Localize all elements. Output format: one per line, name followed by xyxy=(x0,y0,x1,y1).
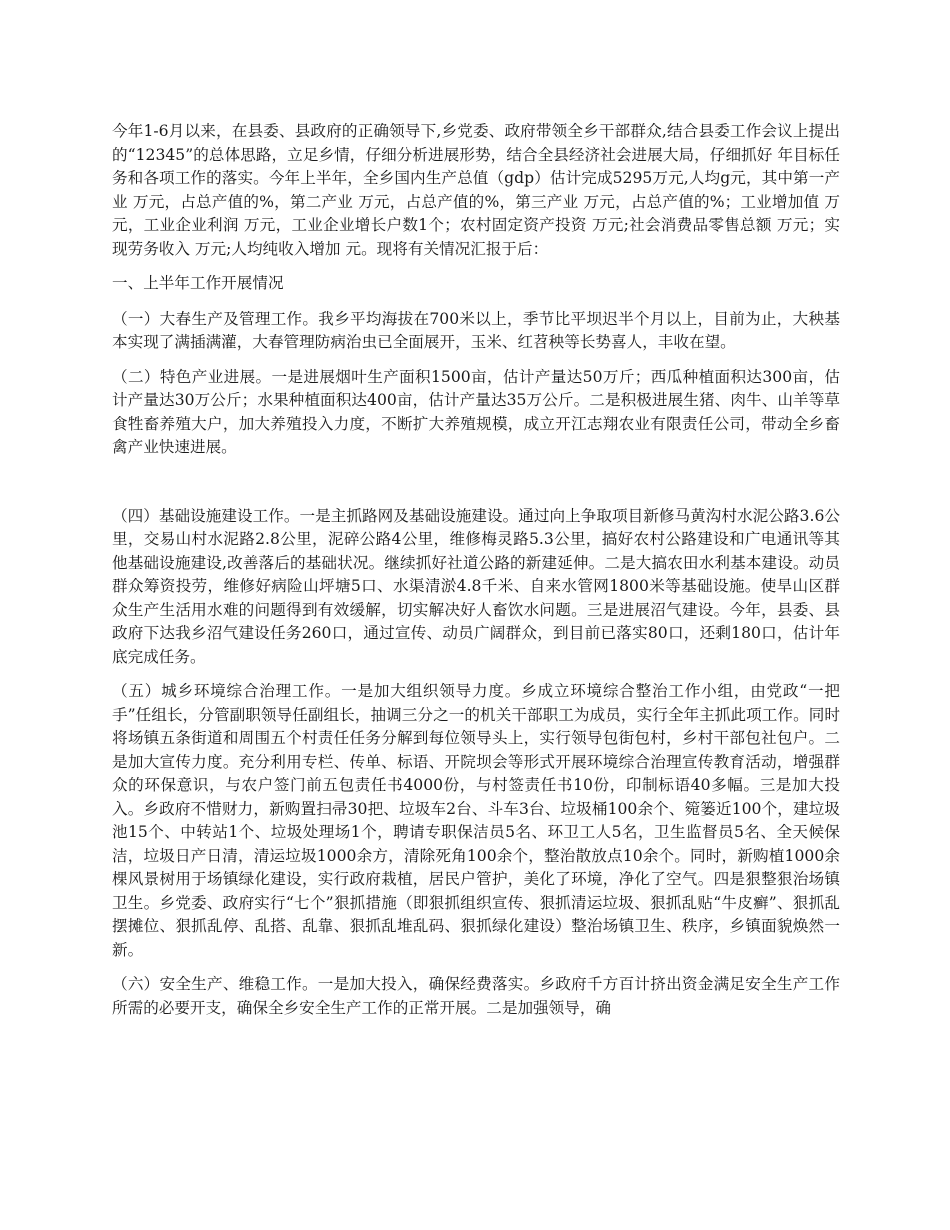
paragraph-environment: （五）城乡环境综合治理工作。一是加大组织领导力度。乡成立环境综合整治工作小组，由党政“一把手”任组长，分管副职领导任副组长，抽调三分之一的机关干部职工为成员，实行全年主抓此项工作。同时将场镇五条街道和周围五个村责任任务分解到每位领导头上，实行领导包街包村，乡村干部包社包户。二是加大宣传力度。充分利用专栏、传单、标语、开院坝会等形式开展环境综合治理宣传教育活动，增强群众的环保意识，与农户签门前五包责任书4000份，与村签责任书10份，印制标语40多幅。三是加大投入。乡政府不惜财力，新购置扫帚30把、垃圾车2台、斗车3台、垃圾桶100余个、箢篓近100个，建垃圾池15个、中转站1个、垃圾处理场1个，聘请专职保洁员5名、环卫工人5名，卫生监督员5名、全天候保洁，垃圾日产日清，清运垃圾1000余方，清除死角100余个，整治散放点10余个。同时，新购植1000余棵风景树用于场镇绿化建设，实行政府栽植，居民户管护，美化了环境，净化了空气。四是狠整狠治场镇卫生。乡党委、政府实行“七个”狠抓措施（即狠抓组织宣传、狠抓清运垃圾、狠抓乱贴“牛皮癣”、狠抓乱摆摊位、狠抓乱停、乱搭、乱靠、狠抓乱堆乱码、狠抓绿化建设）整治场镇卫生、秩序，乡镇面貌焕然一新。 xyxy=(112,682,840,959)
paragraph-infrastructure: （四）基础设施建设工作。一是主抓路网及基础设施建设。通过向上争取项目新修马黄沟村水泥公路3.6公里，交易山村水泥路2.8公里，泥碎公路4公里，维修梅灵路5.3公里，搞好农村公路建设和广电通讯等其他基础设施建设,改善落后的基础状况。继续抓好社道公路的新建延伸。二是大搞农田水利基本建设。动员群众筹资投劳，维修好病险山坪塘5口、水渠清淤4.8千米、自来水管网1800米等基础设施。使旱山区群众生产生活用水难的问题得到有效缓解，切实解决好人畜饮水问题。三是进展沼气建设。今年，县委、县政府下达我乡沼气建设任务260口，通过宣传、动员广阔群众，到目前已落实80口，还剩180口，估计年底完成任务。 xyxy=(112,506,840,666)
document-body xyxy=(112,120,840,1031)
paragraph-spring-production: （一）大春生产及管理工作。我乡平均海拔在700米以上，季节比平坝迟半个月以上，目前为止，大秧基本实现了满插满灌，大春管理防病治虫已全面展开，玉米、红苕秧等长势喜人，丰收在望。 xyxy=(112,309,840,351)
blank-gap xyxy=(112,471,840,505)
section-heading: 一、上半年工作开展情况 xyxy=(112,274,284,292)
intro-paragraph: 今年1-6月以来，在县委、县政府的正确领导下,乡党委、政府带领全乡干部群众,结合县委工作会议上提出的“12345”的总体思路，立足乡情，仔细分析进展形势，结合全县经济社会进展大局，仔细抓好 年目标任务和各项工作的落实。今年上半年，全乡国内生产总值（gdp）估计完成5295万元,人均g元，其中第一产业 万元，占总产值的%，第二产业 万元，占总产值的%，第三产业 万元，占总产值的%；工业增加值 万元，工业企业利润 万元，工业企业增长户数1个；农村固定资产投资 万元;社会消费品零售总额 万元；实现劳务收入 万元;人均纯收入增加 元。现将有关情况汇报于后： xyxy=(112,122,840,258)
paragraph-safety: （六）安全生产、维稳工作。一是加大投入，确保经费落实。乡政府千方百计挤出资金满足安全生产工作所需的必要开支，确保全乡安全生产工作的正常开展。二是加强领导，确 xyxy=(112,975,840,1017)
paragraph-specialty-industry: （二）特色产业进展。一是进展烟叶生产面积1500亩，估计产量达50万斤；西瓜种植面积达300亩，估计产量达30万公斤；水果种植面积达400亩，估计产量达35万公斤。二是积极进展生猪、肉牛、山羊等草食牲畜养殖大户，加大养殖投入力度，不断扩大养殖规模，成立开江志翔农业有限责任公司，带动全乡畜禽产业快速进展。 xyxy=(112,367,840,456)
